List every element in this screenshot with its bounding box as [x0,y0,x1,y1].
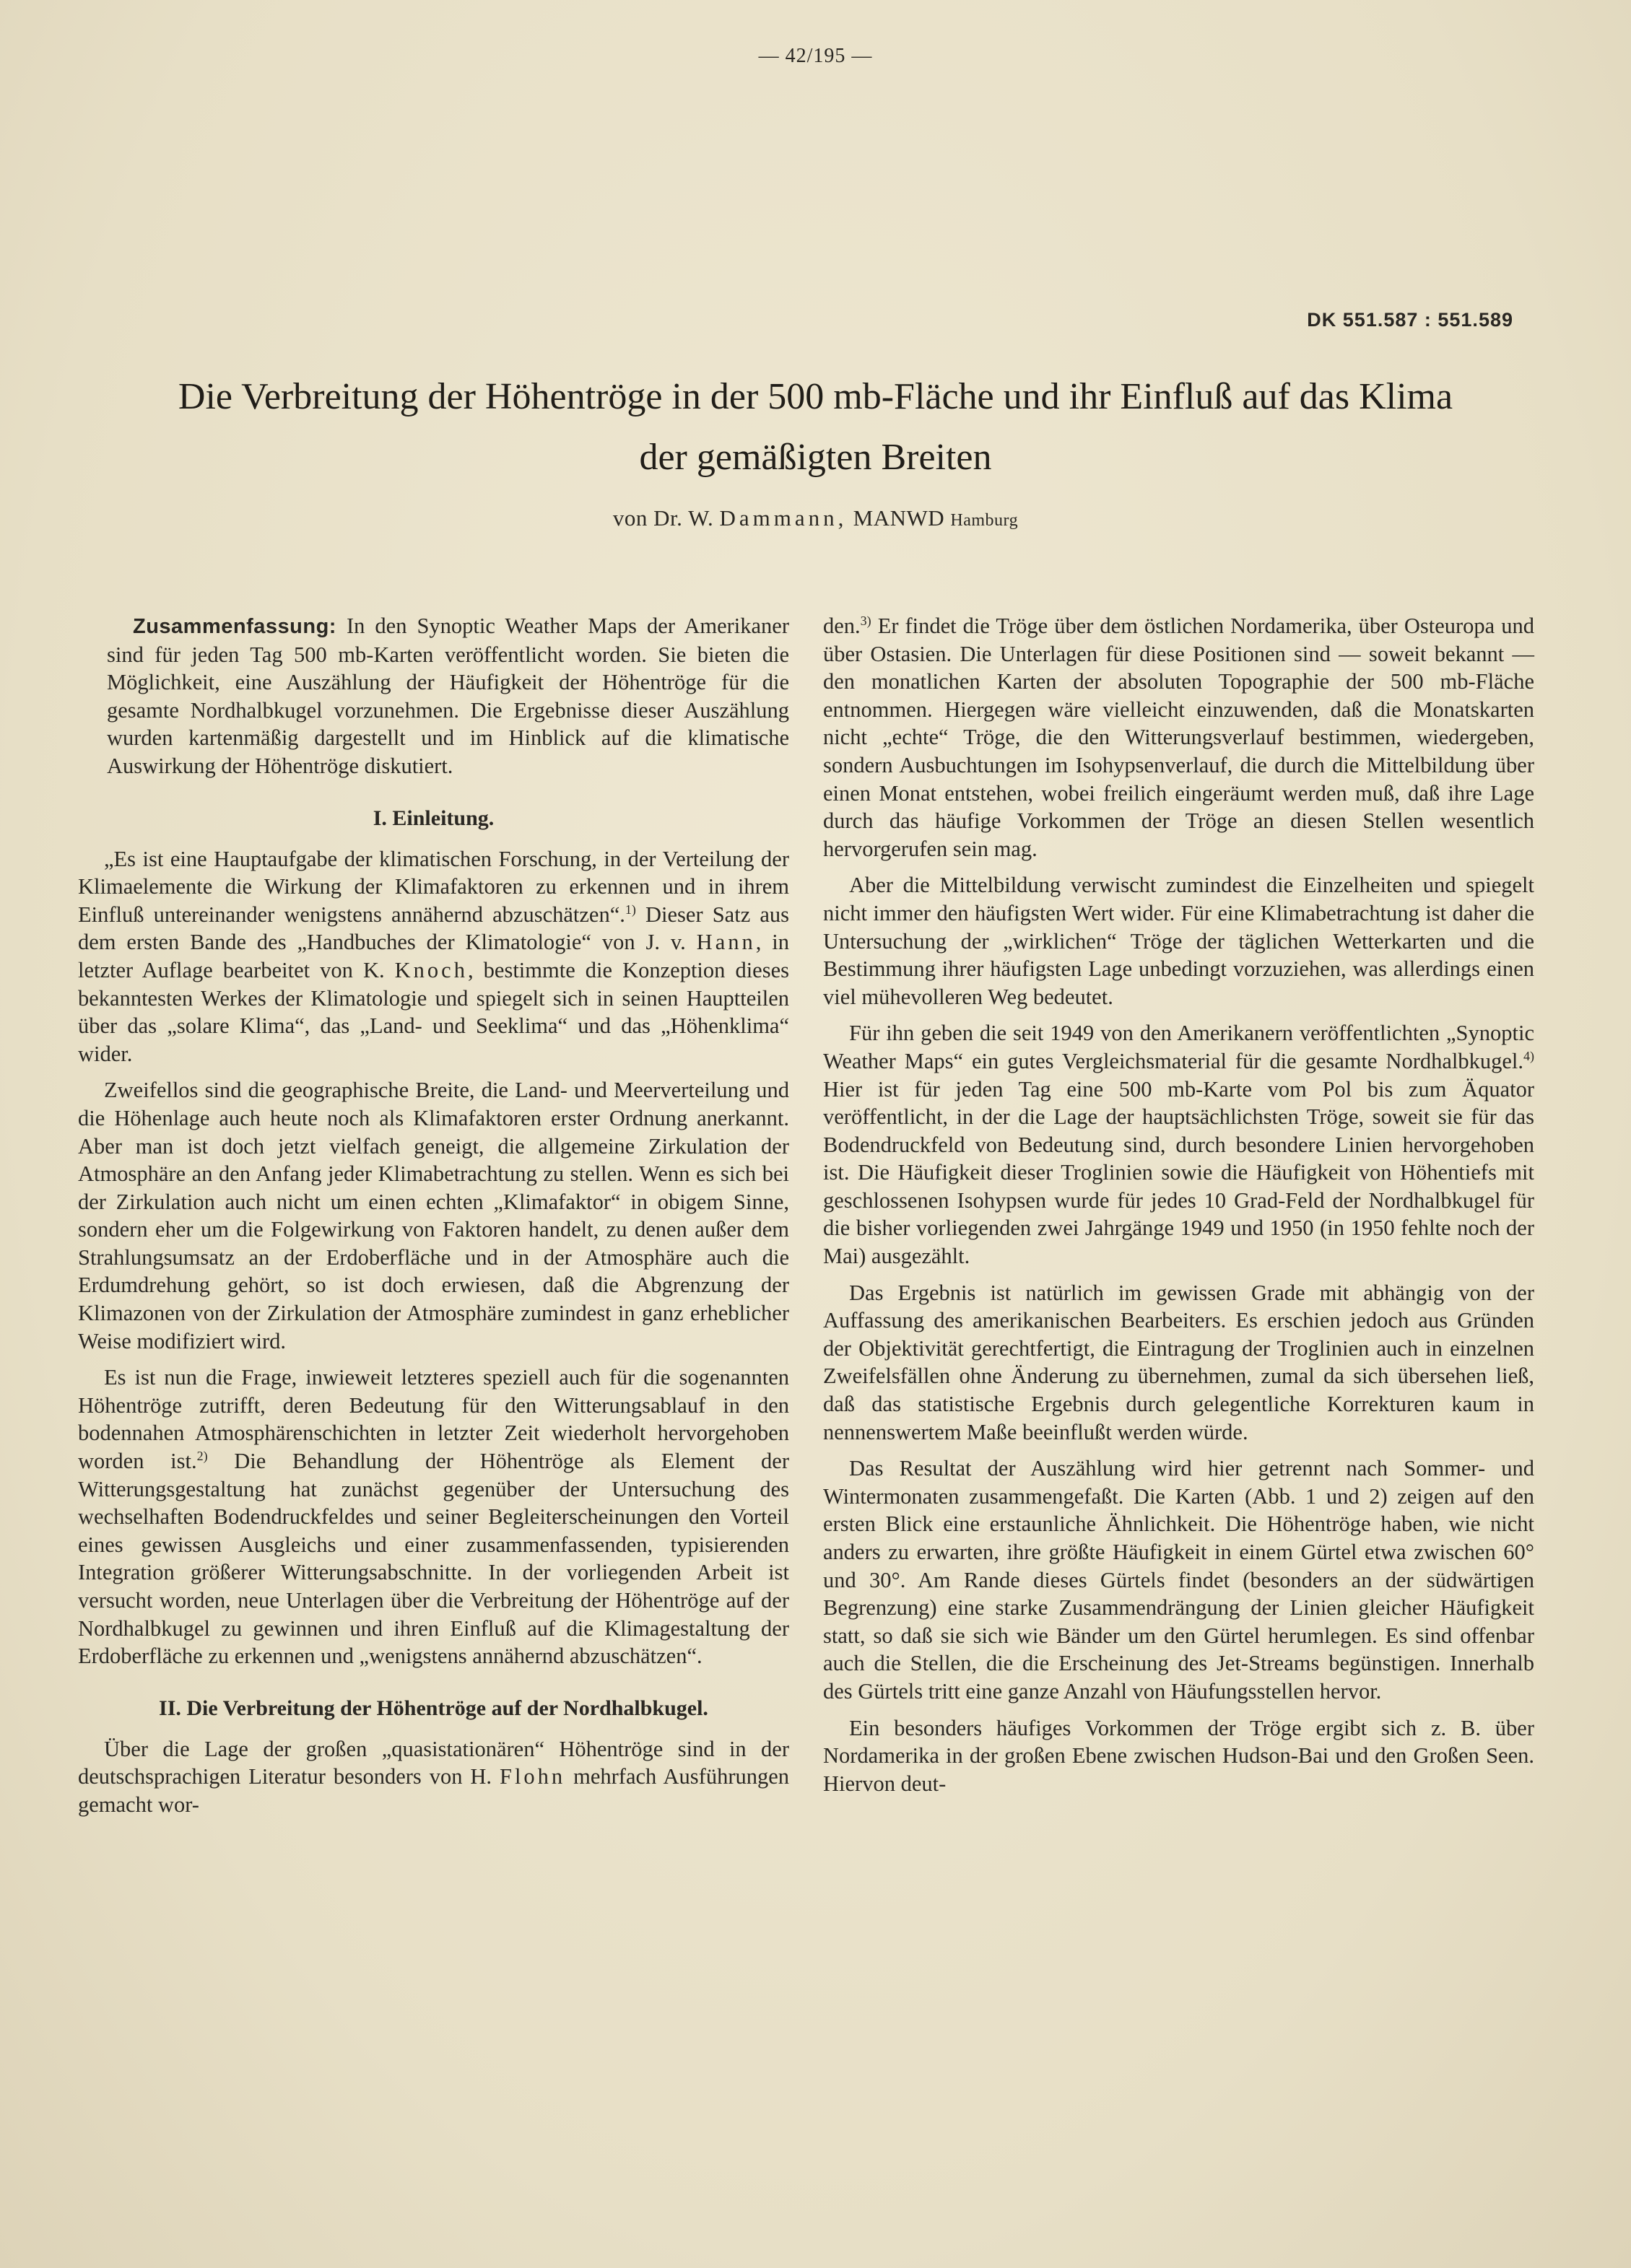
author-ref: Knoch [394,957,468,982]
text-span: den. [823,614,861,638]
text-span: Es ist nun die Frage, inwieweit letzteres speziell auch für die sogenannten Höhentröge zutrifft, deren Bedeutung für den Witterungsablauf in den bodennahen Atmosphärenschichten in letzter Zeit wiederholt hervorgehoben worden ist. [78,1365,789,1474]
right-column [823,612,1534,1806]
footnote-ref: 4) [1523,1048,1534,1063]
author-ref: Hann [696,930,756,955]
paragraph: Zweifellos sind die geographische Breite, die Land- und Meerverteilung und die Höhenlage auch heute noch als Klimafaktoren erster Ordnung anerkannt. Aber man ist doch jetzt vielfach geneigt, die allgemeine Zirkulation der Atmosphäre an den Anfang jeder Klimabetrachtung zu stellen. Wenn es sich bei der Zirkulation auch nicht um einen echten „Klimafaktor“ in obigem Sinne, sondern eher um die Folgewirkung von Faktoren handelt, zu denen außer dem Strahlungsumsatz an der Erdoberfläche und in der Atmosphäre auch die Erdumdrehung gehört, so ist doch erwiesen, daß die Abgrenzung der Klimazonen von der Zirkulation der Atmosphäre zumindest in ganz erheblicher Weise modifiziert wird. [78,1078,789,1353]
author-ref: Flohn [500,1764,566,1789]
article-title [58,367,1573,488]
text-span: „Es ist eine Hauptaufgabe der klimatischen Forschung, in der Verteilung der Klimaelemente die Wirkung der Klimafaktoren zu erkennen und in ihrem Einfluß untereinander wenigstens annähernd abzuschätzen“. [78,846,789,927]
footnote-ref: 2) [196,1448,208,1463]
footnote-ref: 1) [625,902,636,917]
page-number: — 42/195 — [758,45,873,67]
left-column [78,612,789,1828]
title-line-1: Die Verbreitung der Höhentröge in der 500 mb-Fläche und ihr Einfluß auf das Klima [178,376,1453,417]
paragraph [78,845,789,1068]
text-span: , in letzter Auflage bearbeitet von K. [78,930,789,982]
author-city: Hamburg [950,511,1019,530]
text-span: Hier ist für jeden Tag eine 500 mb-Karte vom Pol bis zum Äquator veröffentlicht, in der die Lage der hauptsächlichsten Tröge, soweit sie für das Bodendruckfeld von Bedeutung sind, durch besondere Linien hervorgehoben ist. Die Häufigkeit dieser Troglinien sowie die Häufigkeit von Höhentiefs mit geschlossenen Isohypsen wurde für jedes 10 Grad-Feld der Nordhalbkugel für die bisher vorliegenden zwei Jahrgänge 1949 und 1950 (in 1950 fehlte noch der Mai) ausgezählt. [823,1076,1534,1269]
author-line [0,505,1631,531]
summary-text: In den Synoptic Weather Maps der Amerikaner sind für jeden Tag 500 mb-Karten veröffentlicht worden. Sie bieten die Möglichkeit, eine Auszählung der Häufigkeit der Höhentröge für die gesamte Nordhalbkugel vorzunehmen. Die Ergebnisse dieser Auszählung wurden kartenmäßig dargestellt und im Hinblick auf die klimatische Auswirkung der Höhentröge diskutiert. [107,614,789,778]
text-span: Die Behandlung der Höhentröge als Element der Witterungsgestaltung hat zunächst gegenüber der Untersuchung des wechselhaften Bodendruckfeldes und seiner Begleiterscheinungen den Vorteil eines gewissen Ausgleichs und einer zusammenfassenden, typisierenden Integration größerer Witterungsabschnitte. In der vorliegenden Arbeit ist versucht worden, neue Unterlagen über die Verbreitung der Höhentröge auf der Nordhalbkugel zu gewinnen und ihren Einfluß auf die Klimagestaltung der Erdoberfläche zu erkennen und „wenigstens annähernd abzuschätzen“. [78,1449,789,1669]
paragraph: Das Resultat der Auszählung wird hier getrennt nach Sommer- und Wintermonaten zusammengefaßt. Die Karten (Abb. 1 und 2) zeigen auf den ersten Blick eine erstaunliche Ähnlichkeit. Die Höhentröge haben, wie nicht anders zu erwarten, ihre größte Häufigkeit in einem Gürtel etwa zwischen 60° und 30°. Am Rande dieses Gürtels findet (besonders an der südwärtigen Begrenzung) eine starke Zusammendrängung der Linien gleicher Häufigkeit statt, so daß sie sich wie Bänder um den Gürtel herumlegen. Es sind offenbar auch die Stellen, die die Erscheinung des Jet-Streams begünstigen. Innerhalb des Gürtels tritt eine ganze Anzahl von Häufungsstellen hervor. [823,1456,1534,1704]
paragraph [823,1019,1534,1270]
text-span: , bestimmte die Konzeption dieses bekanntesten Werkes der Klimatologie und spiegelt sich in seinen Hauptteilen über das „solare Klima“, das „Land- und Seeklima“ und das „Höhenklima“ wider. [78,957,789,1066]
section-heading-1: I. Einleitung. [373,806,495,830]
paragraph [78,1364,789,1670]
summary-label: Zusammenfassung: [133,615,336,638]
section-heading-2: II. Die Verbreitung der Höhentröge auf der Nordhalbkugel. [159,1696,708,1720]
text-span: mehrfach Ausführungen gemacht wor- [78,1764,790,1817]
paragraph: Das Ergebnis ist natürlich im gewissen Grade mit abhängig von der Auffassung des amerikanischen Bearbeiters. Es erschien jedoch aus Gründen der Objektivität gerechtfertigt, die Eintragung der Troglinien auch in einzelnen Zweifelsfällen ohne Änderung zu übernehmen, zumal da sich übersehen ließ, daß das statistische Ergebnis durch gelegentliche Korrekturen kaum in nennenswertem Maße beeinflußt werden würde. [823,1280,1534,1444]
author-affiliation: MANWD [853,505,945,531]
title-line-2: der gemäßigten Breiten [639,437,992,478]
author-name: Dammann, [719,505,848,531]
paragraph: Ein besonders häufiges Vorkommen der Tröge ergibt sich z. B. über Nordamerika in der großen Ebene zwischen Hudson-Bai und den Großen Seen. Hiervon deut- [823,1715,1534,1796]
text-span: Für ihn geben die seit 1949 von den Amerikanern veröffentlichten „Synoptic Weather Maps“ ein gutes Vergleichsmaterial für die gesamte Nordhalbkugel. [823,1021,1534,1073]
summary-paragraph [78,612,789,780]
text-span: Über die Lage der großen „quasistationären“ Höhentröge sind in der deutschsprachigen Literatur besonders von H. [78,1736,789,1789]
paragraph [78,1735,789,1819]
paragraph: Aber die Mittelbildung verwischt zumindest die Einzelheiten und spiegelt nicht immer den häufigsten Wert wider. Für eine Klimabetrachtung ist daher die Untersuchung der „wirklichen“ Tröge der täglichen Wetterkarten und die Bestimmung ihrer häufigsten Lage unbedingt vorzuziehen, was allerdings einen viel mühevolleren Weg bedeutet. [823,873,1534,1009]
text-span: Er findet die Tröge über dem östlichen Nordamerika, über Osteuropa und über Ostasien. Die Unterlagen für diese Positionen sind — soweit bekannt — den monatlichen Karten der absoluten Topographie der 500 mb-Fläche entnommen. Hiergegen wäre vielleicht einzuwenden, daß die Monatskarten nicht „echte“ Tröge, die den Witterungsverlauf bestimmen, wiedergeben, sondern Ausbuchtungen im Isohypsenverlauf, die durch die Mittelbildung über einen Monat entstehen, wobei freilich eingeräumt werden muß, daß ihre Lage durch das häufige Vorkommen der Tröge an diesen Stellen wesentlich hervorgerufen sein mag. [823,614,1534,861]
footnote-ref: 3) [860,613,871,628]
paragraph [823,612,1534,863]
author-prefix: von Dr. W. [612,505,714,531]
text-span: Dieser Satz aus dem ersten Bande des „Handbuches der Klimatologie“ von J. v. [78,902,789,955]
dk-classification: DK 551.587 : 551.589 [1307,309,1513,331]
